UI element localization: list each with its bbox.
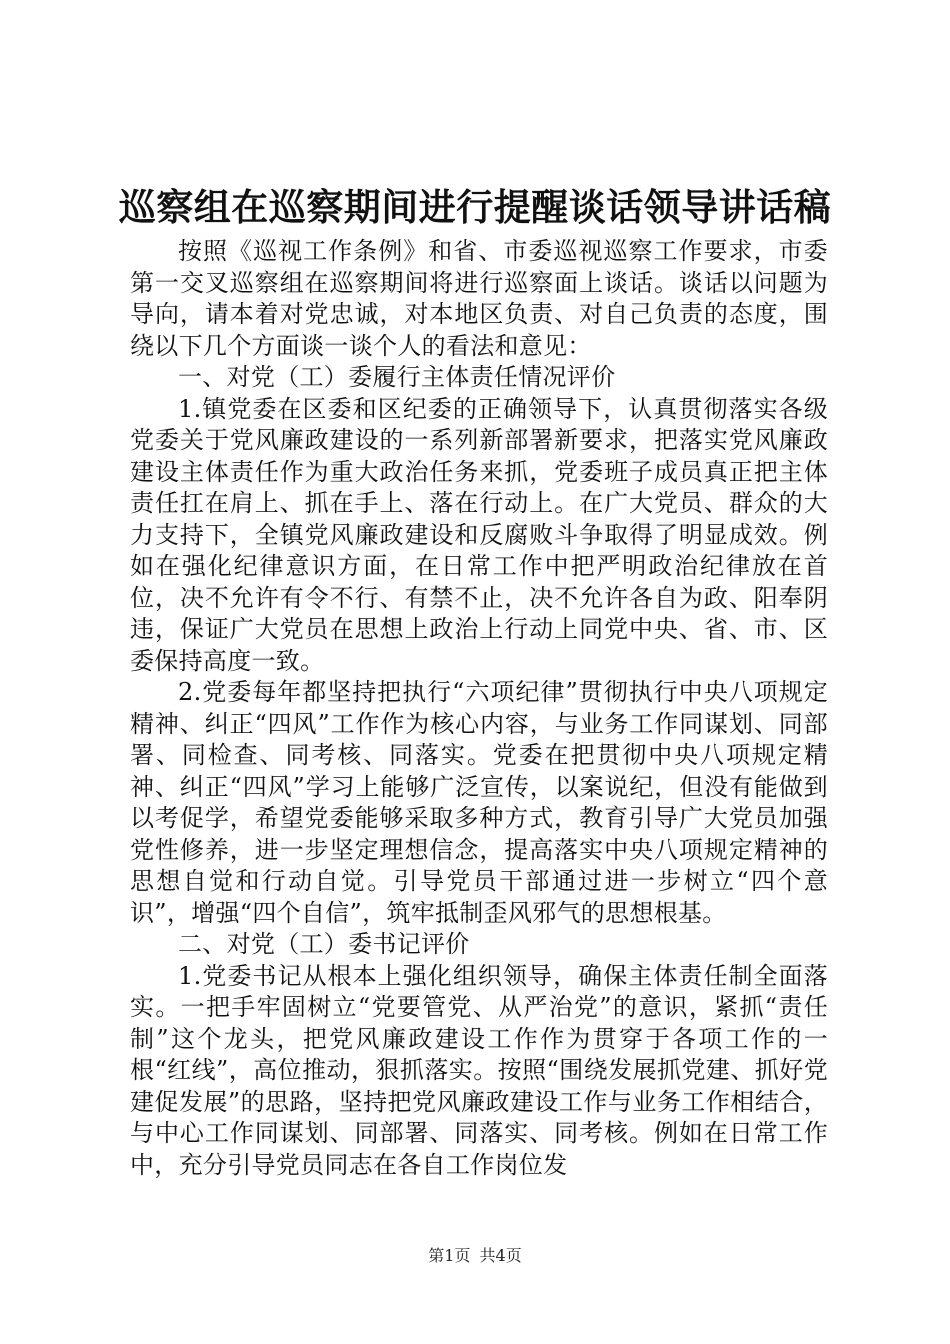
paragraph-2-1: 1.党委书记从根本上强化组织领导，确保主体责任制全面落实。一把手牢固树立“党要管党、从严治党”的意识，紧抓“责任制”这个龙头，把党风廉政建设工作作为贯穿于各项工作的一根“红线”，高位推动，狠抓落实。按照“围绕发展抓党建、抓好党建促发展”的思路，坚持把党风廉政建设工作与业务工作相结合，与中心工作同谋划、同部署、同落实、同考核。例如在日常工作中，充分引导党员同志在各自工作岗位发	[130, 961, 828, 1179]
paragraph-intro: 按照《巡视工作条例》和省、市委巡视巡察工作要求，市委第一交叉巡察组在巡察期间将进行巡察面上谈话。谈话以问题为导向，请本着对党忠诚，对本地区负责、对自己负责的态度，围绕以下几个方面谈一谈个人的看法和意见：	[130, 237, 828, 360]
page-footer	[0, 1246, 950, 1266]
section-heading-2: 二、对党（工）委书记评价	[178, 930, 470, 958]
paragraph-1-1: 1.镇党委在区委和区纪委的正确领导下，认真贯彻落实各级党委关于党风廉政建设的一系列新部署新要求，把落实党风廉政建设主体责任作为重大政治任务来抓，党委班子成员真正把主体责任扛在肩上、抓在手上、落在行动上。在广大党员、群众的大力支持下，全镇党风廉政建设和反腐败斗争取得了明显成效。例如在强化纪律意识方面，在日常工作中把严明政治纪律放在首位，决不允许有令不行、有禁不止，决不允许各自为政、阳奉阴违，保证广大党员在思想上政治上行动上同党中央、省、市、区委保持高度一致。	[130, 394, 828, 675]
paragraph-1-2: 2.党委每年都坚持把执行“六项纪律”贯彻执行中央八项规定精神、纠正“四风”工作作为核心内容，与业务工作同谋划、同部署、同检查、同考核、同落实。党委在把贯彻中央八项规定精神、纠正“四风”学习上能够广泛宣传，以案说纪，但没有能做到以考促学，希望党委能够采取多种方式，教育引导广大党员加强党性修养，进一步坚定理想信念，提高落实中央八项规定精神的思想自觉和行动自觉。引导党员干部通过进一步树立“四个意识”，增强“四个自信”，筑牢抵制歪风邪气的思想根基。	[130, 678, 828, 927]
page-total: 共4页	[479, 1246, 522, 1265]
section-heading-1: 一、对党（工）委履行主体责任情况评价	[178, 363, 616, 391]
document-title: 巡察组在巡察期间进行提醒谈话领导讲话稿	[118, 185, 832, 229]
page-number: 第1页	[428, 1246, 471, 1265]
document-body	[130, 236, 828, 1181]
